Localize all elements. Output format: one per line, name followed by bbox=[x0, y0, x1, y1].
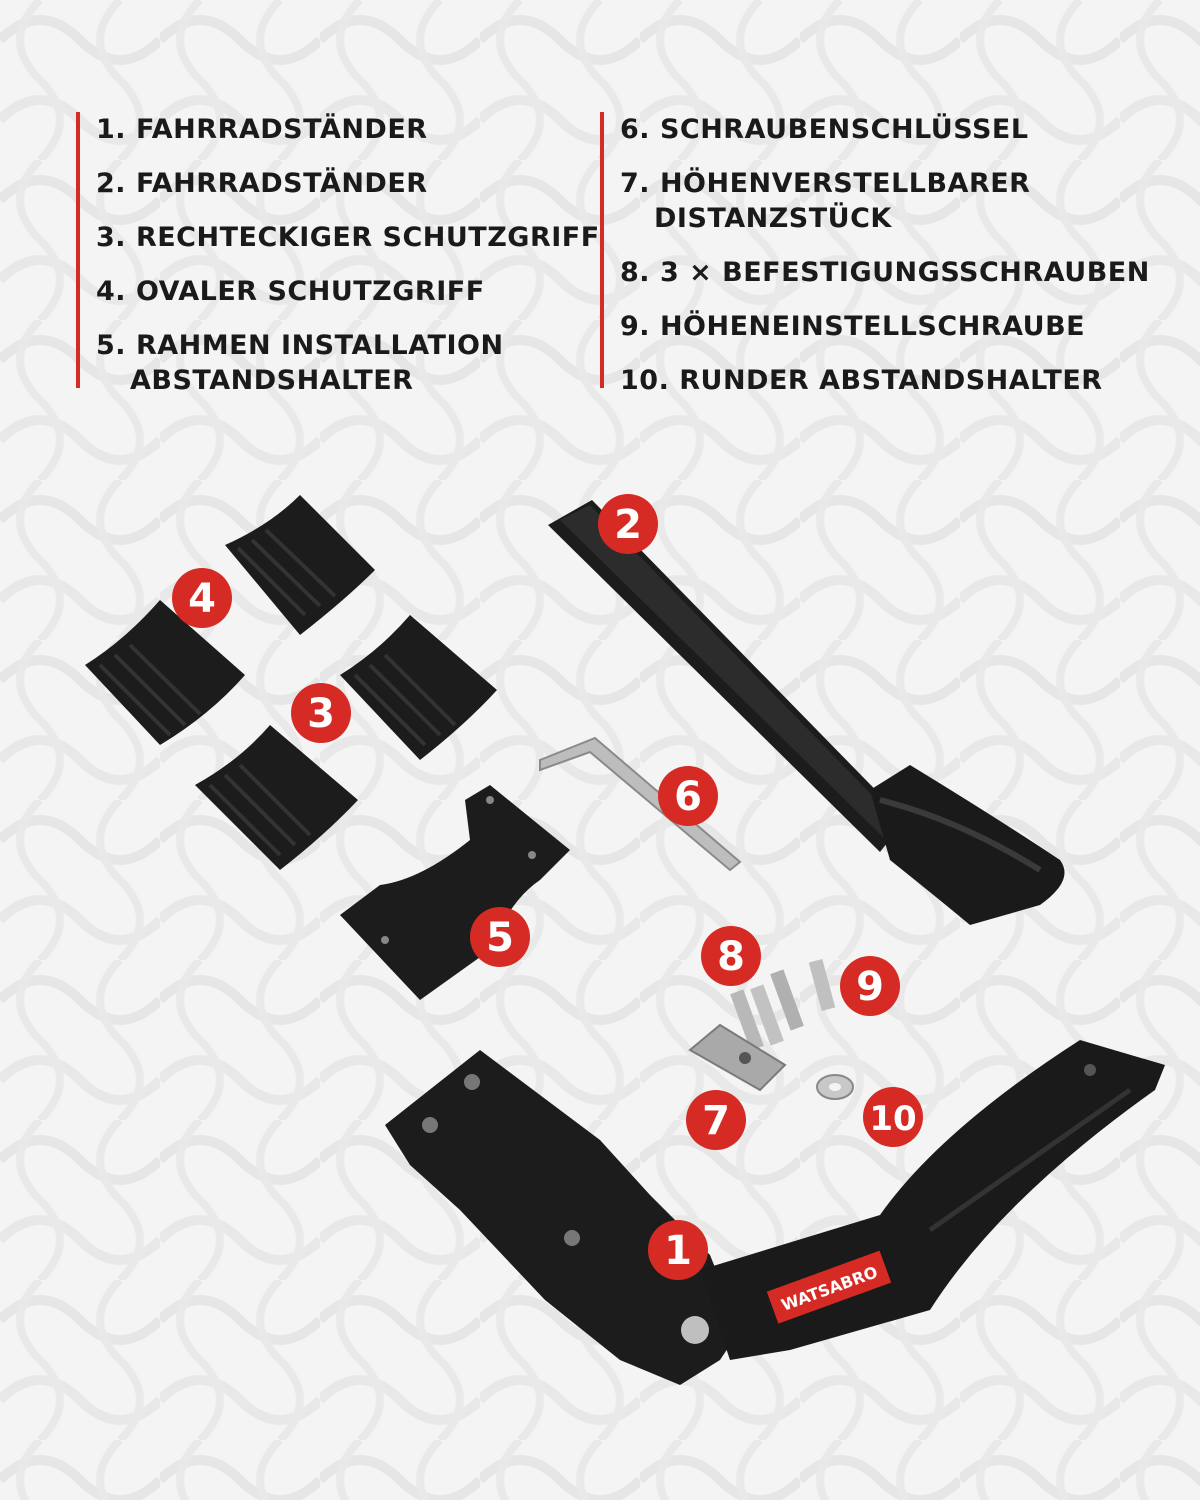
list-item-7: 7. HÖHENVERSTELLBARER DISTANZSTÜCK bbox=[620, 168, 1031, 234]
rectangular-grip-part bbox=[195, 615, 497, 870]
badge-6 bbox=[658, 766, 718, 826]
badge-1 bbox=[648, 1220, 708, 1280]
badge-3-text: 3 bbox=[307, 691, 335, 737]
list-item-5: 5. RAHMEN INSTALLATION ABSTANDSHALTER bbox=[96, 330, 504, 396]
list-item-9: 9. HÖHENEINSTELLSCHRAUBE bbox=[620, 311, 1086, 342]
badge-7 bbox=[686, 1090, 746, 1150]
badge-8 bbox=[701, 926, 761, 986]
badge-5 bbox=[470, 907, 530, 967]
badge-9 bbox=[840, 956, 900, 1016]
round-washer-part bbox=[817, 1075, 853, 1099]
badge-6-text: 6 bbox=[674, 774, 702, 820]
badge-8-text: 8 bbox=[717, 934, 745, 980]
badge-9-text: 9 bbox=[856, 964, 884, 1010]
frame-spacer-part bbox=[340, 785, 570, 1000]
badge-3 bbox=[291, 683, 351, 743]
list-item-8: 8. 3 × BEFESTIGUNGSSCHRAUBEN bbox=[620, 257, 1150, 288]
badge-5-text: 5 bbox=[486, 915, 514, 961]
list-item-3: 3. RECHTECKIGER SCHUTZGRIFF bbox=[96, 222, 600, 253]
list-item-2: 2. FAHRRADSTÄNDER bbox=[96, 168, 428, 199]
badge-1-text: 1 bbox=[664, 1228, 692, 1274]
list-item-6: 6. SCHRAUBENSCHLÜSSEL bbox=[620, 114, 1029, 145]
badge-2-text: 2 bbox=[614, 502, 642, 548]
brand-text: WATSABRO bbox=[778, 1262, 881, 1315]
badge-4 bbox=[172, 568, 232, 628]
kickstand-leg-part bbox=[548, 500, 1065, 925]
badge-10-text: 10 bbox=[869, 1099, 917, 1139]
badge-10 bbox=[863, 1087, 923, 1147]
badge-4-text: 4 bbox=[188, 576, 216, 622]
list-item-10: 10. RUNDER ABSTANDSHALTER bbox=[620, 365, 1103, 396]
list-item-1: 1. FAHRRADSTÄNDER bbox=[96, 114, 428, 145]
badge-7-text: 7 bbox=[702, 1098, 730, 1144]
kickstand-main-part bbox=[385, 1040, 1165, 1385]
badge-2 bbox=[598, 494, 658, 554]
list-item-4: 4. OVALER SCHUTZGRIFF bbox=[96, 276, 485, 307]
